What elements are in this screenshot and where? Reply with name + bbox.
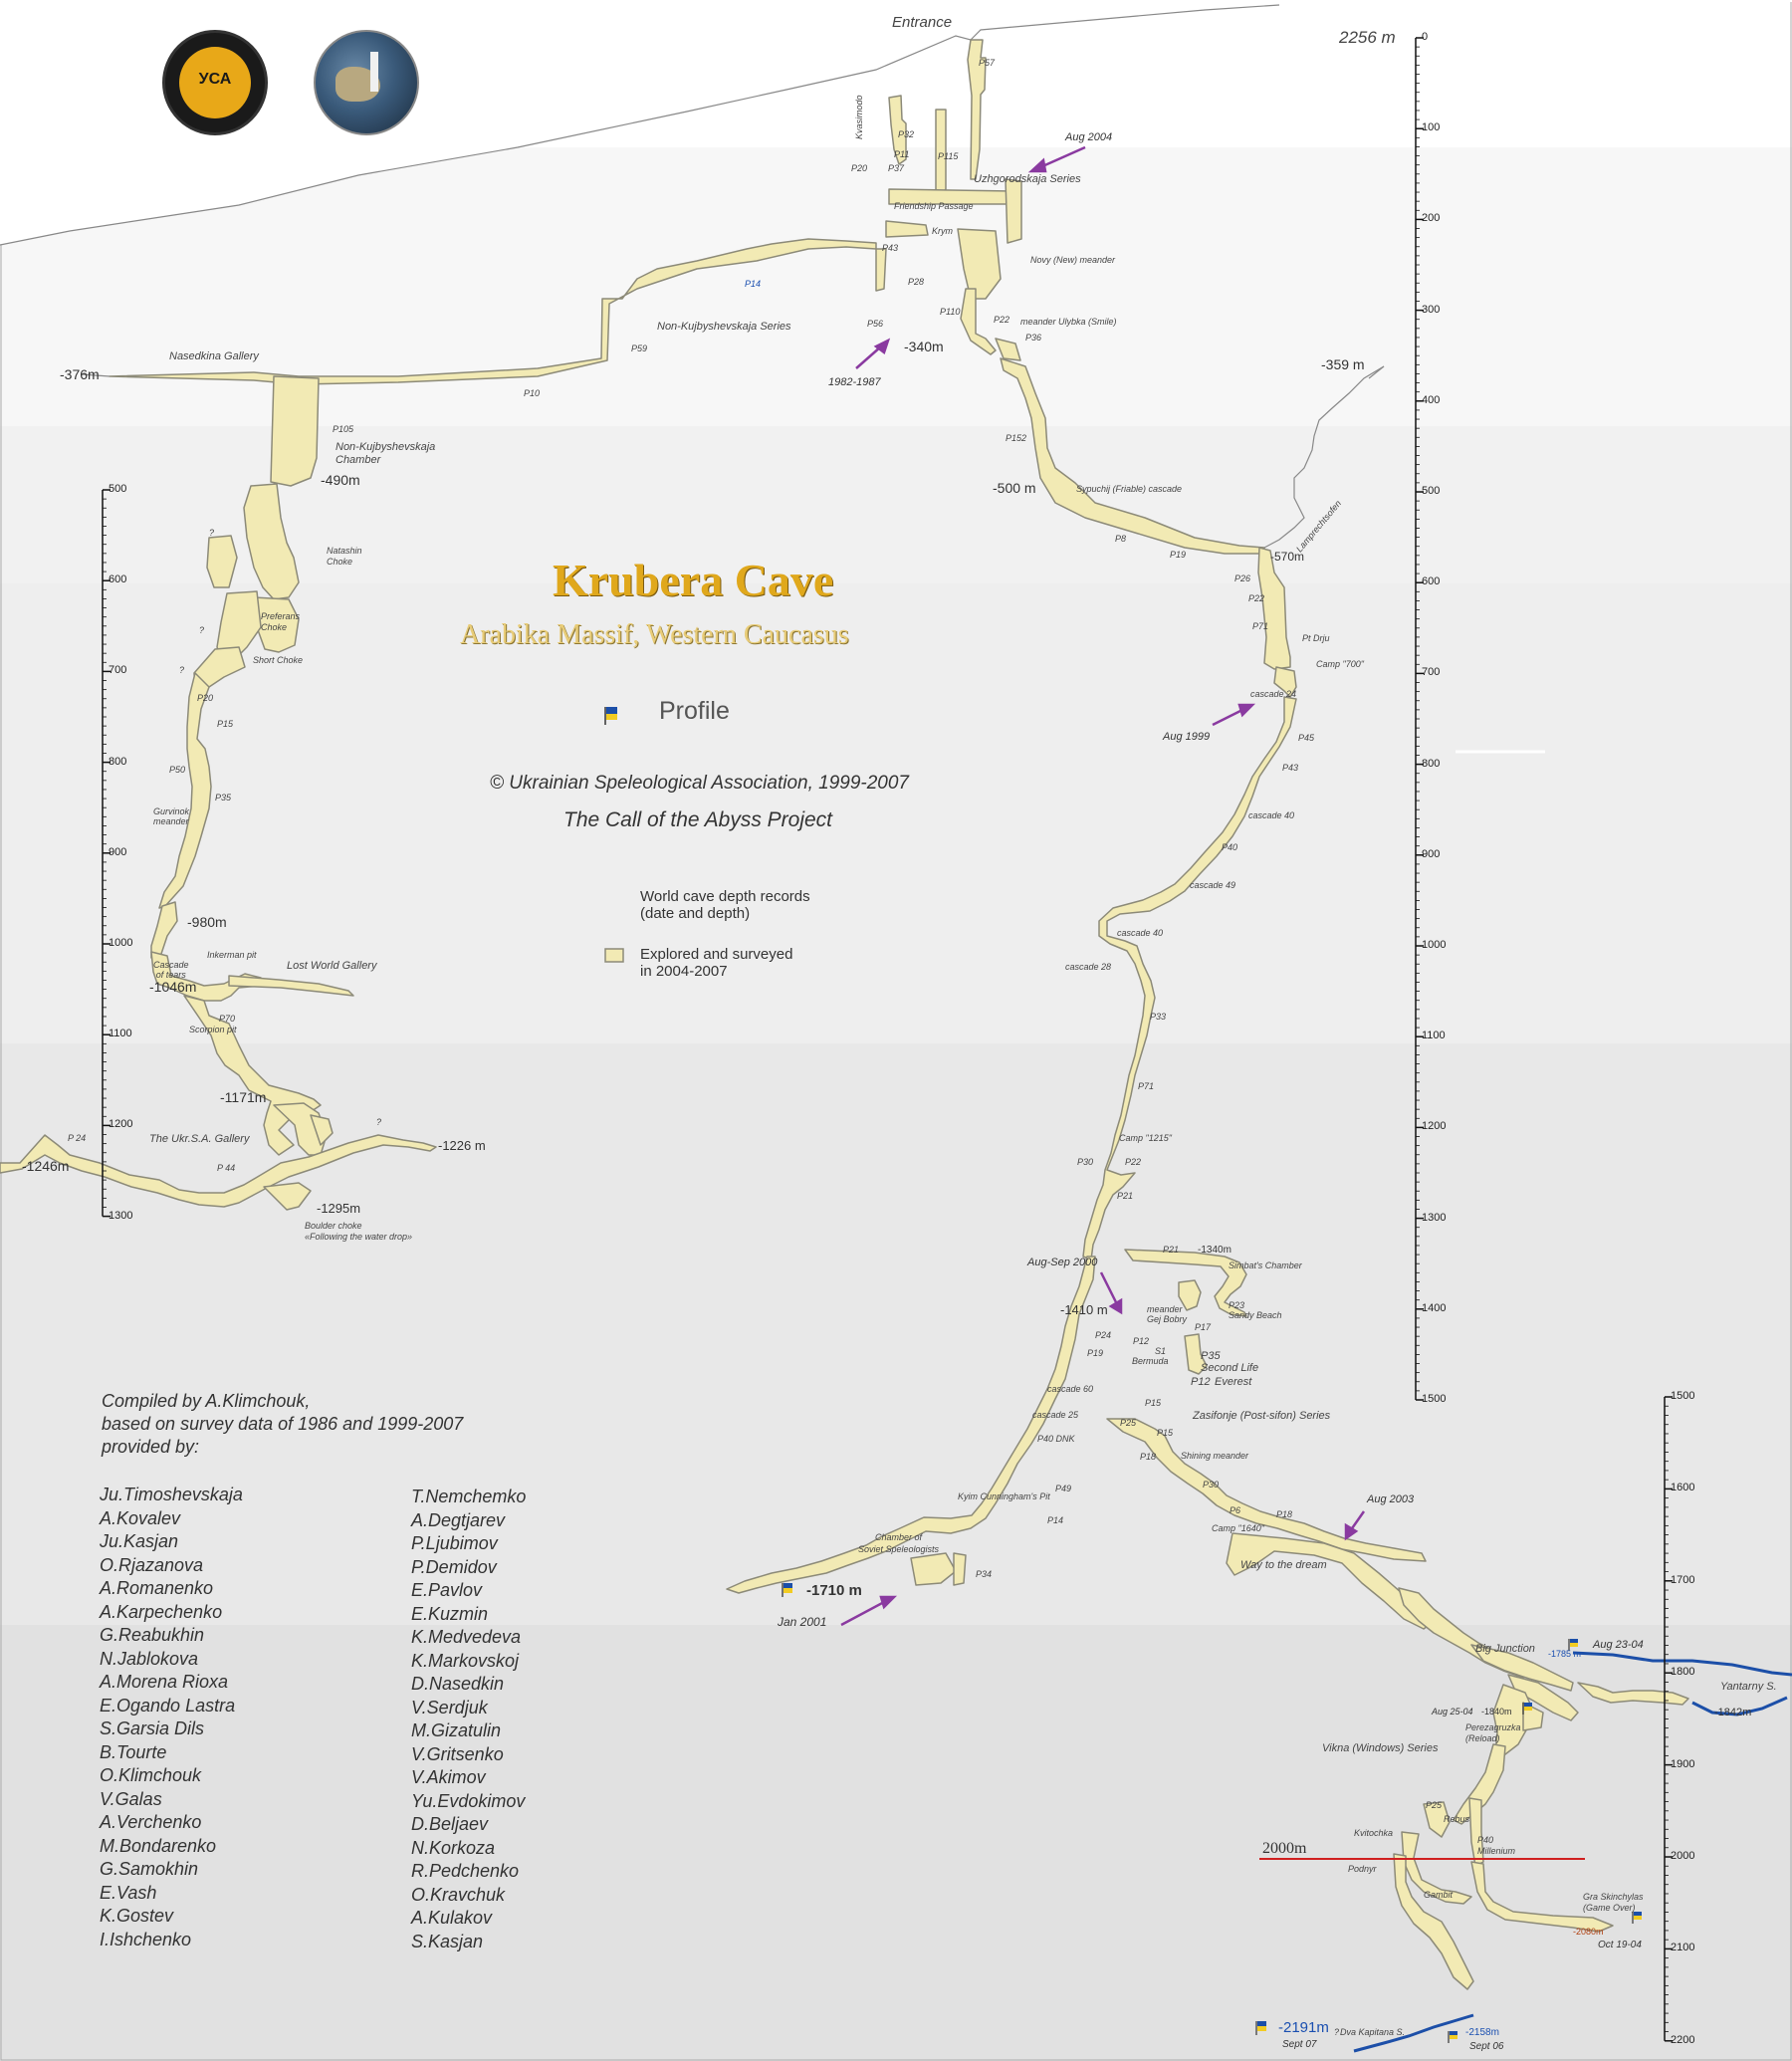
label-ulybka: meander Ulybka (Smile) (1020, 317, 1117, 327)
scale-tick-label: 2000 (1671, 1850, 1695, 1862)
contributor-name: V.Serdjuk (411, 1697, 488, 1718)
label-p59: P59 (631, 344, 648, 353)
scale-tick-label: 300 (1422, 303, 1441, 316)
label-p22b: P22 (1248, 593, 1265, 603)
contributor-name: V.Galas (100, 1788, 162, 1809)
scale-tick-label: 2200 (1671, 2033, 1695, 2046)
label-p20b: P20 (197, 693, 214, 703)
label-p36: P36 (1025, 333, 1042, 343)
label-p15a: P15 (1145, 1398, 1162, 1408)
scale-tick-label: 800 (1422, 757, 1441, 770)
depth-1295: -1295m (317, 1201, 361, 1216)
depth-376: -376m (60, 366, 100, 382)
scale-tick-label: 1700 (1671, 1573, 1695, 1586)
label-kvitochka: Kvitochka (1354, 1828, 1394, 1838)
scale-tick-label: 2100 (1671, 1942, 1695, 1954)
label-p26: P26 (1234, 573, 1251, 583)
depth-980: -980m (187, 914, 227, 930)
contributor-name: Ju.Kasjan (100, 1531, 179, 1551)
label-big-junction: Big Junction (1475, 1643, 1535, 1655)
date-aug2003: Aug 2003 (1367, 1493, 1415, 1505)
label-dva-kapitana: Dva Kapitana S. (1340, 2027, 1406, 2037)
scale-tick-label: 1100 (1422, 1030, 1446, 1042)
label-cascade40b: cascade 40 (1117, 928, 1164, 938)
label-p14: P14 (745, 279, 762, 289)
label-p20: P20 (851, 163, 868, 173)
contributor-name: A.Karpechenko (100, 1601, 223, 1622)
depth-1246: -1246m (22, 1158, 70, 1174)
label-p152: P152 (1006, 433, 1027, 443)
scale-tick-label: 1000 (109, 937, 133, 949)
scale-tick-label: 400 (1422, 393, 1441, 406)
label-uzhgorod: Uzhgorodskaja Series (974, 173, 1081, 185)
credits-names-col1 (100, 1484, 243, 1951)
label-p15b: P15 (1157, 1428, 1174, 1438)
scale-tick-label: 1400 (1422, 1301, 1447, 1314)
label-p21b: P21 (1163, 1245, 1180, 1255)
label-p21a: P21 (1117, 1191, 1134, 1201)
date-aug2004: Aug 2004 (1065, 131, 1113, 143)
contributor-name: D.Beljaev (411, 1814, 489, 1834)
association-logo-icon (162, 30, 268, 135)
scale-tick-label: 1900 (1671, 1757, 1695, 1770)
contributor-name: A.Kulakov (411, 1908, 493, 1928)
label-cascade24: cascade 24 (1250, 689, 1297, 699)
label-p50: P50 (169, 765, 186, 775)
label-perezagruzka: Perezagruzka (Reload) (1465, 1722, 1521, 1743)
scale-tick-label: 1800 (1671, 1666, 1695, 1679)
contributor-name: K.Markovskoj (411, 1650, 520, 1671)
depth-570: -570m (1270, 550, 1305, 564)
legend-records: World cave depth records (date and depth) (640, 888, 810, 922)
contributor-name: A.Degtjarev (411, 1509, 506, 1530)
label-p12b: P12 (1191, 1376, 1211, 1388)
date-augsep2000: Aug-Sep 2000 (1027, 1257, 1098, 1268)
legend-explored: Explored and surveyed in 2004-2007 (640, 946, 793, 980)
label-p35b: P35 (215, 793, 232, 802)
label-p8: P8 (1115, 534, 1127, 544)
contributor-name: N.Korkoza (411, 1837, 496, 1858)
scale-tick-label: 100 (1422, 121, 1441, 134)
scale-tick-label: 1200 (1422, 1120, 1447, 1133)
date-sept07: Sept 07 (1282, 2039, 1317, 2050)
label-krym: Krym (932, 226, 953, 236)
scale-tick-label: 900 (109, 845, 127, 858)
label-lost-world: Lost World Gallery (287, 960, 377, 972)
depth-2191: -2191m (1278, 2019, 1329, 2036)
depth-1710: -1710 m (806, 1582, 862, 1599)
label-p22a: P22 (994, 315, 1010, 325)
contributor-name: D.Nasedkin (411, 1674, 505, 1694)
unknown-marker: ? (179, 665, 185, 675)
label-podnyr: Podnyr (1348, 1864, 1377, 1874)
date-aug2504: Aug 25-04 (1432, 1707, 1473, 1717)
label-p23: P23 (1229, 1300, 1245, 1310)
contributor-name: A.Kovalev (100, 1507, 181, 1528)
label-p43: P43 (882, 243, 899, 253)
label-second-life: Second Life (1201, 1362, 1259, 1374)
label-camp1215: Camp "1215" (1119, 1133, 1172, 1143)
credits-compiled: Compiled by A.Klimchouk, based on survey data of 1986 and 1999-2007 provided by: (102, 1391, 464, 1457)
surface-elevation: 2256 m (1339, 28, 1396, 47)
label-lamprecht: Lamprechtsofen (1294, 498, 1344, 555)
contributor-name: E.Vash (100, 1882, 157, 1903)
label-p28: P28 (908, 277, 925, 287)
label-ukrsa: The Ukr.S.A. Gallery (149, 1133, 250, 1145)
depth-359: -359 m (1321, 356, 1365, 372)
label-p40dnk: P40 DNK (1037, 1434, 1075, 1444)
depth-340: -340m (904, 339, 944, 354)
date-aug1999: Aug 1999 (1163, 731, 1211, 743)
label-cascade49: cascade 49 (1190, 880, 1236, 890)
contributor-name: Yu.Evdokimov (411, 1790, 526, 1811)
label-p19b: P19 (1087, 1348, 1104, 1358)
label-rebus: Rebus (1444, 1814, 1470, 1824)
label-p24: P24 (1095, 1330, 1112, 1340)
contributor-name: K.Medvedeva (411, 1627, 522, 1647)
contributor-name: I.Ishchenko (100, 1929, 192, 1949)
label-meander-gej: meander Gej Bobry (1147, 1304, 1188, 1324)
label-p25a: P25 (1120, 1418, 1137, 1428)
scale-tick-label: 500 (1422, 485, 1441, 497)
label-preferans: Preferans Choke (261, 611, 301, 632)
label-cascade25: cascade 25 (1032, 1410, 1079, 1420)
contributor-name: S.Garsia Dils (100, 1718, 205, 1738)
label-p43b: P43 (1282, 763, 1299, 773)
contributor-name: Ju.Timoshevskaja (100, 1485, 243, 1504)
label-sypuchij: Sypuchij (Friable) cascade (1076, 484, 1183, 494)
depth-1410: -1410 m (1060, 1302, 1108, 1317)
label-p44: P 44 (217, 1163, 236, 1173)
scale-tick-label: 900 (1422, 847, 1441, 860)
credits-names-col2 (411, 1486, 526, 1953)
label-p6: P6 (1230, 1505, 1241, 1515)
date-jan2001: Jan 2001 (778, 1615, 827, 1629)
label-gambit: Gambit (1424, 1890, 1454, 1900)
contributor-name: V.Gritsenko (411, 1743, 504, 1764)
scale-tick-label: 1500 (1422, 1393, 1447, 1405)
view-label: Profile (659, 697, 730, 725)
globe-logo-icon (314, 30, 419, 135)
label-p56: P56 (867, 319, 884, 329)
label-p15c: P15 (217, 719, 234, 729)
scale-tick-label: 500 (109, 483, 127, 495)
label-cascade40a: cascade 40 (1248, 810, 1295, 820)
scale-tick-label: 600 (1422, 575, 1441, 588)
label-zasifonje: Zasifonje (Post-sifon) Series (1193, 1410, 1331, 1422)
label-p18b: P18 (1276, 1509, 1293, 1519)
label-everest: Everest (1215, 1376, 1252, 1388)
label-scorpion: Scorpion pit (189, 1025, 237, 1034)
legend-explored-swatch (605, 949, 623, 962)
label-camp700: Camp "700" (1316, 659, 1364, 669)
label-s1: S1 (1155, 1346, 1167, 1356)
depth-1340: -1340m (1198, 1245, 1232, 1256)
label-friendship: Friendship Passage (894, 201, 974, 211)
scale-tick-label: 0 (1422, 31, 1429, 43)
label-kvasimodo: Kvasimodo (854, 95, 864, 139)
date-1982-1987: 1982-1987 (828, 376, 881, 388)
depth-2158: -2158m (1465, 2027, 1499, 2038)
scale-tick-label: 1300 (109, 1209, 133, 1222)
contributor-name: O.Klimchouk (100, 1765, 202, 1785)
label-chamber-soviet: Chamber of Soviet Speleologists (858, 1532, 940, 1554)
entrance-label: Entrance (892, 14, 953, 31)
depth-490: -490m (321, 472, 360, 488)
contributor-name: E.Ogando Lastra (100, 1695, 236, 1716)
unknown-marker: ? (199, 625, 205, 635)
label-vikna: Vikna (Windows) Series (1322, 1742, 1439, 1754)
label-cascade60: cascade 60 (1047, 1384, 1094, 1394)
contributor-name: M.Gizatulin (411, 1720, 502, 1740)
label-p37: P37 (888, 163, 905, 173)
label-bermuda: Bermuda (1132, 1356, 1169, 1366)
label-p115: P115 (938, 151, 959, 161)
contributor-name: T.Nemchemko (411, 1487, 527, 1506)
date-oct1904: Oct 19-04 (1598, 1940, 1642, 1950)
label-cascade28: cascade 28 (1065, 962, 1112, 972)
contributor-name: G.Reabukhin (100, 1625, 205, 1645)
contributor-name: A.Romanenko (100, 1578, 214, 1598)
contributor-name: A.Morena Rioxa (100, 1672, 229, 1692)
label-p24b: P 24 (68, 1133, 87, 1143)
copyright: © Ukrainian Speleological Association, 1999-2007 (490, 773, 909, 794)
depth-1785: -1785 m (1548, 1649, 1582, 1659)
label-2000m: 2000m (1262, 1840, 1307, 1857)
label-p71b: P71 (1138, 1081, 1155, 1091)
label-way-dream: Way to the dream (1240, 1559, 1327, 1571)
label-p70: P70 (219, 1014, 236, 1024)
label-millenium: Millenium (1477, 1846, 1516, 1856)
scale-tick-label: 700 (109, 664, 127, 677)
contributor-name: M.Bondarenko (100, 1835, 217, 1856)
label-natashin: Natashin Choke (327, 546, 362, 567)
label-cascade-tears: Cascade of tears (153, 960, 189, 980)
unknown-marker: ? (209, 528, 215, 538)
label-simbat: Simbat's Chamber (1229, 1260, 1302, 1270)
scale-tick-label: 1300 (1422, 1211, 1447, 1224)
label-p30b: P30 (1203, 1480, 1220, 1489)
label-short-choke: Short Choke (253, 655, 304, 665)
contributor-name: R.Pedchenko (411, 1861, 520, 1881)
label-p11: P11 (894, 149, 910, 159)
scale-tick-label: 800 (109, 755, 127, 768)
label-p32: P32 (898, 129, 915, 139)
label-gurvinok: Gurvinok meander (153, 806, 190, 826)
scale-tick-label: 1000 (1422, 939, 1447, 951)
label-p30a: P30 (1077, 1157, 1094, 1167)
contributor-name: S.Kasjan (411, 1931, 484, 1951)
label-p110: P110 (940, 307, 961, 317)
label-nonkuj-series: Non-Kujbyshevskaja Series (657, 321, 791, 333)
contributor-name: N.Jablokova (100, 1648, 199, 1669)
label-p18: P18 (1140, 1452, 1157, 1462)
label-boulder: Boulder choke «Following the water drop» (305, 1221, 413, 1242)
depth-1840: -1840m (1481, 1707, 1512, 1717)
label-p25b: P25 (1426, 1800, 1443, 1810)
contributor-name: O.Rjazanova (100, 1554, 204, 1575)
label-p105: P105 (333, 424, 354, 434)
label-shining: Shining meander (1181, 1451, 1249, 1461)
label-p12a: P12 (1133, 1336, 1150, 1346)
contributor-name: V.Akimov (411, 1767, 486, 1787)
label-p10: P10 (524, 388, 541, 398)
map-subtitle: Arabika Massif, Western Caucasus (460, 619, 849, 650)
date-aug2304: Aug 23-04 (1593, 1639, 1644, 1651)
scale-tick-label: 700 (1422, 666, 1441, 679)
label-yantarny: Yantarny S. (1720, 1681, 1777, 1693)
scale-tick-label: 200 (1422, 212, 1441, 225)
label-p40b: P40 (1477, 1835, 1494, 1845)
label-p34: P34 (976, 1569, 993, 1579)
label-p19a: P19 (1170, 550, 1187, 560)
contributor-name: B.Tourte (100, 1741, 167, 1762)
unknown-marker: ? (376, 1117, 382, 1127)
label-p33: P33 (1150, 1012, 1167, 1022)
depth-1171: -1171m (220, 1089, 267, 1105)
label-nasedkina: Nasedkina Gallery (169, 350, 259, 362)
label-p57: P57 (979, 58, 996, 68)
contributor-name: E.Kuzmin (411, 1603, 489, 1624)
label-inkerman: Inkerman pit (207, 950, 257, 960)
label-novy: Novy (New) meander (1030, 255, 1116, 265)
map-title: Krubera Cave (553, 555, 834, 605)
scale-tick-label: 1200 (109, 1118, 133, 1131)
date-sept06: Sept 06 (1469, 2041, 1504, 2052)
contributor-name: E.Pavlov (411, 1580, 483, 1600)
label-gra-skinchylas: Gra Skinchylas (Game Over) (1583, 1892, 1644, 1913)
label-p14b: P14 (1047, 1515, 1064, 1525)
scale-tick-label: 1500 (1671, 1390, 1695, 1402)
depth-1046: -1046m (149, 979, 197, 995)
label-kyim: Kyim Cunningham's Pit (958, 1491, 1050, 1501)
label-p40a: P40 (1222, 842, 1238, 852)
contributor-name: O.Kravchuk (411, 1884, 506, 1905)
scale-tick-label: 1600 (1671, 1482, 1695, 1494)
depth-2080: -2080m (1573, 1927, 1604, 1937)
label-p49: P49 (1055, 1484, 1072, 1493)
label-camp1640: Camp "1640" (1212, 1523, 1264, 1533)
contributor-name: P.Ljubimov (411, 1533, 498, 1553)
unknown-marker: ? (1334, 2027, 1340, 2037)
label-p45: P45 (1298, 733, 1315, 743)
project-name: The Call of the Abyss Project (563, 808, 833, 831)
depth-1226: -1226 m (438, 1138, 486, 1153)
label-p35: P35 (1201, 1350, 1221, 1362)
label-sandy: Sandy Beach (1229, 1310, 1282, 1320)
contributor-name: K.Gostev (100, 1906, 174, 1926)
scale-tick-label: 600 (109, 573, 127, 586)
depth-500: -500 m (993, 480, 1036, 496)
depth-1842: -1842m (1714, 1707, 1752, 1718)
label-p71a: P71 (1252, 621, 1269, 631)
scale-tick-label: 1100 (109, 1028, 132, 1040)
contributor-name: A.Verchenko (100, 1812, 202, 1832)
label-nonkuj-chamber: Non-Kujbyshevskaja Chamber (336, 441, 436, 466)
association-logo-mark: УСА (198, 71, 232, 88)
contributor-name: P.Demidov (411, 1556, 497, 1577)
label-p22c: P22 (1125, 1157, 1142, 1167)
label-ptdrju: Pt Drju (1302, 633, 1330, 643)
contributor-name: G.Samokhin (100, 1859, 199, 1879)
label-p17: P17 (1195, 1322, 1212, 1332)
